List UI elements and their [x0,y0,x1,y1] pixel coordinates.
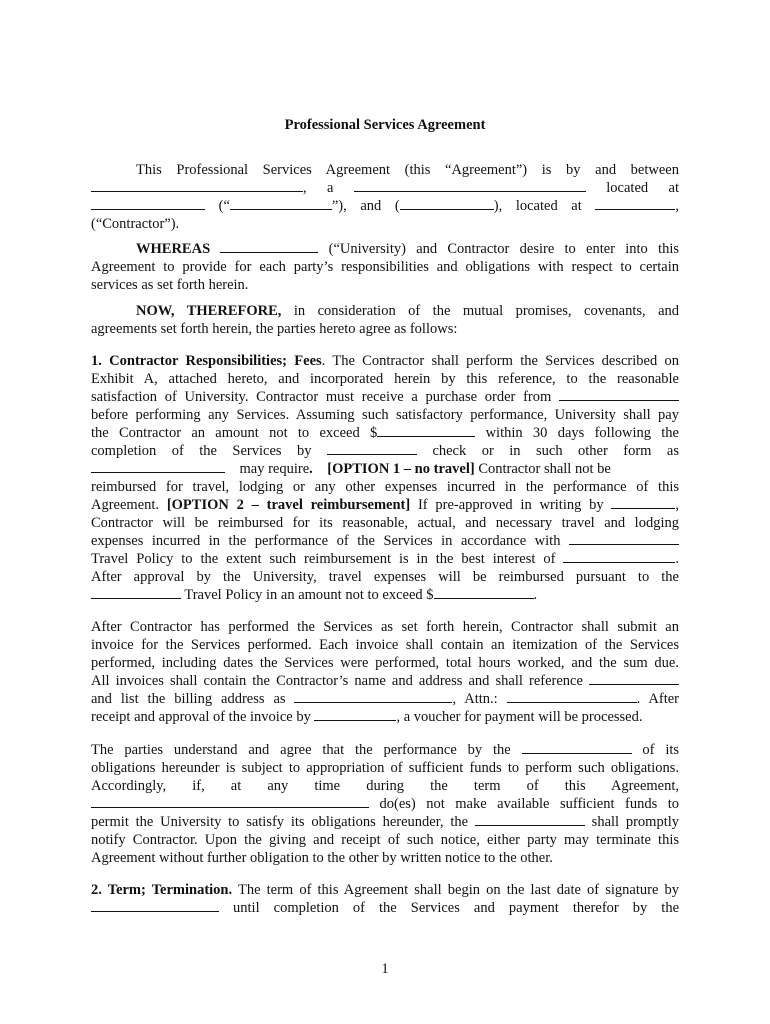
text-fragment: , [675,198,679,214]
text-fragment: expenses incurred in the performance of the Services in accordance with [91,533,561,549]
text-fragment: located at [515,198,582,214]
funds-line [91,741,679,759]
text-fragment: satisfaction of University. Contractor must receive a purchase order from [91,389,552,405]
text-fragment: in consideration of the mutual promises, covenants, and [293,303,679,319]
section-1-line [91,586,679,604]
section-1-line [91,550,679,568]
section-2-heading: 2. Term; Termination. [91,882,233,898]
invoice-paragraph [91,618,679,726]
text-fragment: ”), and ( [331,198,400,214]
option-2-label: [OPTION 2 – travel reimbursement] [166,497,411,513]
text-fragment: check or in such other form as [432,443,680,459]
document-title: Professional Services Agreement [284,117,486,133]
text-fragment: permit the University to satisfy its obligations hereunder, the [91,814,469,830]
blank-field[interactable] [91,179,303,192]
blank-field[interactable] [91,899,219,912]
blank-field[interactable] [91,460,225,473]
section-1-line [91,496,679,514]
text-fragment: . After [636,691,680,707]
blank-field[interactable] [91,197,205,210]
now-therefore-line [91,302,679,320]
text-fragment: The parties understand and agree that the performance by the [91,742,511,758]
blank-field[interactable] [589,672,679,685]
text-fragment: may require [239,461,310,477]
text-fragment: the Contractor an amount not to exceed $ [91,425,378,441]
section-1-heading: 1. Contractor Responsibilities; Fees [91,353,322,369]
invoice-line: performed, including dates the Services were performed, total hours worked, and the sum due. [91,655,679,671]
section-1-line [91,460,679,478]
funds-line: Accordingly, if, at any time during the term of this Agreement, [91,778,679,794]
whereas-label: WHEREAS [136,241,211,257]
text-fragment: . [675,551,680,567]
text-fragment: Agreement. [91,497,160,513]
text-fragment: and list the billing address as [91,691,286,707]
section-1-line: before performing any Services. Assuming such satisfactory performance, University shall pay [91,407,679,423]
blank-field[interactable] [611,496,675,509]
blank-field[interactable] [377,424,475,437]
text-fragment: (“University) and Contractor desire to enter into this [328,241,680,257]
text-fragment: , [303,180,307,196]
section-2-line [91,899,679,917]
text-fragment: . [533,587,538,603]
blank-field[interactable] [314,708,396,721]
text-fragment: located at [606,180,680,196]
invoice-line: After Contractor has performed the Services as set forth herein, Contractor shall submit an [91,619,679,635]
blank-field[interactable] [434,586,534,599]
blank-field[interactable] [230,197,332,210]
intro-line [91,179,679,197]
intro-line [91,197,679,215]
text-fragment: , a voucher for payment will be processed. [396,709,643,725]
blank-field[interactable] [507,690,637,703]
blank-field[interactable] [327,442,417,455]
text-fragment: ), [493,198,503,214]
text-fragment: do(es) not make available sufficient funds to [379,796,679,812]
blank-field[interactable] [91,795,369,808]
text-fragment: completion of the Services by [91,443,312,459]
funds-line: notify Contractor. Upon the giving and receipt of such notice, either party may terminate this [91,832,679,848]
text-fragment: The term of this Agreement shall begin on the last date of signature by [237,882,679,898]
blank-field[interactable] [563,550,675,563]
intro-line: This Professional Services Agreement (this “Agreement”) is by and between [136,162,679,178]
invoice-line [91,690,679,708]
text-fragment: Travel Policy in an amount not to exceed $ [184,587,434,603]
text-fragment: , Attn.: [452,691,498,707]
blank-field[interactable] [559,388,679,401]
text-fragment: , [675,497,680,513]
funds-line: Agreement without further obligation to the other by written notice to the other. [91,850,553,866]
option-1-label: [OPTION 1 – no travel] [327,461,475,477]
whereas-line: services as set forth herein. [91,277,249,293]
blank-field[interactable] [294,690,452,703]
text-fragment: of its [642,742,680,758]
funds-line [91,813,679,831]
now-therefore-label: NOW, THEREFORE, [136,303,282,319]
text-fragment: . [309,461,313,477]
section-1-line: Contractor will be reimbursed for its reasonable, actual, and necessary travel and lodging [91,515,679,531]
blank-field[interactable] [569,532,679,545]
text-fragment: All invoices shall contain the Contractor’s name and address and shall reference [91,673,583,689]
section-1-paragraph [91,352,679,604]
funds-line [91,795,679,813]
text-fragment: Travel Policy to the extent such reimbursement is in the best interest of [91,551,556,567]
blank-field[interactable] [354,179,586,192]
text-fragment: a [327,180,334,196]
text-fragment: (“ [218,198,230,214]
text-fragment: If pre-approved in writing by [417,497,604,513]
blank-field[interactable] [91,586,181,599]
now-therefore-line: agreements set forth herein, the parties hereto agree as follows: [91,321,458,337]
section-1-line [91,532,679,550]
blank-field[interactable] [522,741,632,754]
section-1-line [91,352,679,370]
whereas-line: Agreement to provide for each party’s responsibilities and obligations with respect to certain [91,259,679,275]
funds-line: obligations hereunder is subject to appropriation of sufficient funds to perform such obligations. [91,760,679,776]
section-2-paragraph [91,881,679,917]
section-1-line: reimbursed for travel, lodging or any other expenses incurred in the performance of this [91,479,679,495]
text-fragment: within 30 days following the [485,425,679,441]
whereas-line [91,240,679,258]
invoice-line: invoice for the Services performed. Each invoice shall contain an itemization of the Services [91,637,679,653]
whereas-paragraph [91,240,679,294]
section-1-line: After approval by the University, travel expenses will be reimbursed pursuant to the [91,569,679,585]
text-fragment: shall promptly [591,814,680,830]
page-number: 1 [381,961,389,977]
section-1-line [91,388,679,406]
blank-field[interactable] [475,813,585,826]
section-1-line: Exhibit A, attached hereto, and incorporated herein by this reference, to the reasonable [91,371,679,387]
blank-field[interactable] [595,197,675,210]
now-therefore-paragraph [91,302,679,338]
text-fragment: until completion of the Services and payment therefor by the [233,900,679,916]
text-fragment: . The Contractor shall perform the Services described on [321,353,679,369]
intro-paragraph [91,161,679,233]
section-1-line [91,442,679,460]
blank-field[interactable] [220,240,318,253]
invoice-line [91,708,679,726]
section-1-line [91,424,679,442]
intro-line: (“Contractor”). [91,216,180,232]
section-2-line [91,881,679,899]
funds-paragraph [91,741,679,867]
text-fragment: Contractor shall not be [478,461,611,477]
text-fragment: receipt and approval of the invoice by [91,709,311,725]
invoice-line [91,672,679,690]
blank-field[interactable] [400,197,494,210]
